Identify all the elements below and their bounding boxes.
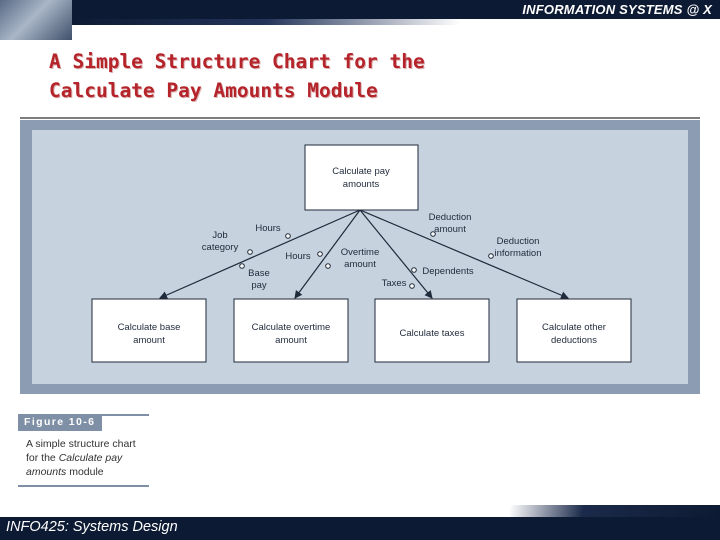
couple-deduction-information xyxy=(489,254,494,259)
title-divider xyxy=(20,117,700,119)
couple-hours-mid xyxy=(318,252,323,257)
flow-label-information: information xyxy=(494,248,542,259)
flow-label-overtime: Overtime xyxy=(340,247,380,258)
module-top-line2: amounts xyxy=(342,179,380,190)
header-wave xyxy=(72,19,720,25)
flow-label-job: Job xyxy=(212,230,228,241)
couple-hours-top xyxy=(286,234,291,239)
header-photo xyxy=(0,0,72,40)
flow-label-dependents: Dependents xyxy=(422,266,474,277)
flow-label-category: category xyxy=(201,242,239,253)
caption-line3-italic: amounts xyxy=(26,466,67,478)
flow-label-deduction-amount: amount xyxy=(434,224,466,235)
footer-course: INFO425: Systems Design xyxy=(6,519,178,535)
module-calculate-other-deductions xyxy=(517,299,631,362)
slide-title-line2: Calculate Pay Amounts Module xyxy=(49,79,378,102)
module-taxes-line1: Calculate taxes xyxy=(399,328,465,339)
module-overtime-line1: Calculate overtime xyxy=(251,322,331,333)
module-calculate-taxes xyxy=(375,299,489,362)
module-deductions-line2: deductions xyxy=(551,335,597,346)
slide-title-line1: A Simple Structure Chart for the xyxy=(49,50,425,73)
module-base-line1: Calculate base xyxy=(117,322,181,333)
module-top-line1: Calculate pay xyxy=(332,166,390,177)
slide-title xyxy=(49,47,425,105)
couple-job-category xyxy=(248,250,253,255)
caption-line2-italic: Calculate pay xyxy=(58,452,123,464)
caption-line2 xyxy=(26,451,156,465)
flow-label-deduction: Deduction xyxy=(428,212,472,223)
flow-label-hours-top: Hours xyxy=(255,223,281,234)
module-calculate-pay-amounts xyxy=(305,145,418,210)
couple-taxes xyxy=(410,284,415,289)
flow-label-hours-mid: Hours xyxy=(285,251,311,262)
couple-overtime-amount xyxy=(326,264,331,269)
figure-rule-bottom xyxy=(18,485,149,487)
flow-label-pay: pay xyxy=(251,280,267,291)
figure-tag: Figure 10-6 xyxy=(18,414,102,431)
structure-chart xyxy=(20,120,700,394)
caption-line3 xyxy=(26,465,156,479)
couple-base-pay xyxy=(240,264,245,269)
module-calculate-base-amount xyxy=(92,299,206,362)
module-base-line2: amount xyxy=(133,335,165,346)
module-deductions-line1: Calculate other xyxy=(542,322,606,333)
header-title: INFORMATION SYSTEMS @ X xyxy=(522,2,712,17)
flow-label-overtime-amount: amount xyxy=(344,259,376,270)
caption-line3-suffix: module xyxy=(66,466,104,478)
flow-label-taxes: Taxes xyxy=(381,278,407,289)
module-overtime-line2: amount xyxy=(275,335,307,346)
caption-line1: A simple structure chart xyxy=(26,438,136,450)
module-calculate-overtime-amount xyxy=(234,299,348,362)
flow-label-base: Base xyxy=(248,268,270,279)
figure-caption xyxy=(26,437,156,479)
caption-line2-prefix: for the xyxy=(26,452,59,464)
flow-label-deduction-2: Deduction xyxy=(496,236,540,247)
couple-dependents xyxy=(412,268,417,273)
